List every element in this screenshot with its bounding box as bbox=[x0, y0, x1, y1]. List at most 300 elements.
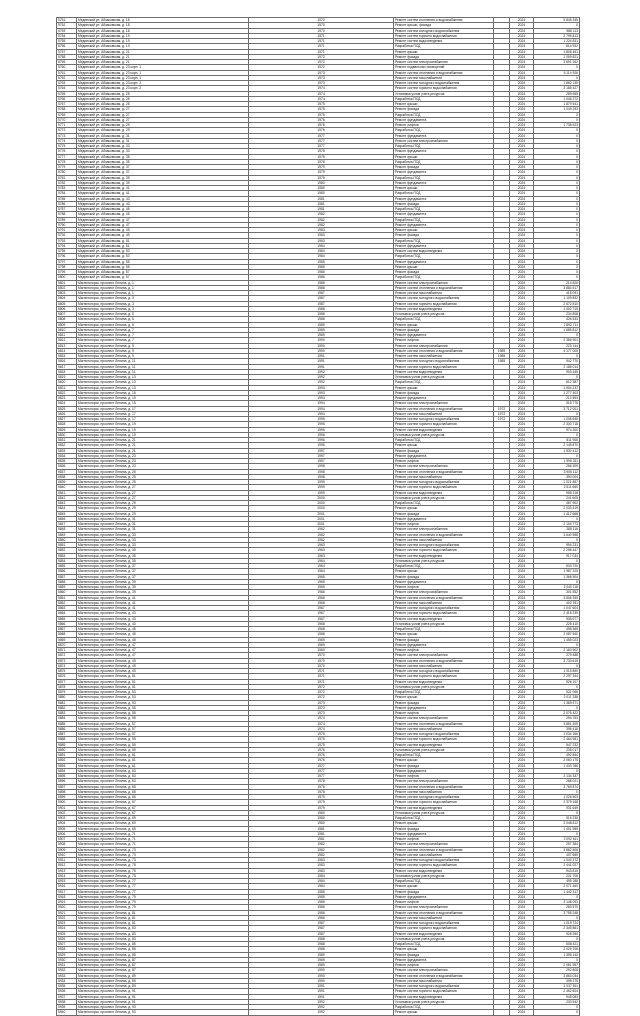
amount-cell: 2 092 611 bbox=[534, 837, 580, 842]
plan-year-cell: 2024 bbox=[510, 936, 534, 941]
row-number-cell: 5776 bbox=[57, 149, 77, 154]
work-type-cell: Ремонт крыши bbox=[394, 186, 494, 191]
row-number-cell: 5777 bbox=[57, 154, 77, 159]
year-cell: 1997 bbox=[249, 453, 394, 458]
amount-cell: 942 770 bbox=[534, 359, 580, 364]
amount-cell: 1 455 023 bbox=[534, 637, 580, 642]
year-cell: 1968 bbox=[249, 632, 394, 637]
plan-year-cell: 2024 bbox=[510, 543, 534, 548]
year-cell: 1982 bbox=[249, 222, 394, 227]
year-cell: 1965 bbox=[249, 585, 394, 590]
row-number-cell: 5929 bbox=[57, 952, 77, 957]
work-type-cell: Разработка ПСД bbox=[394, 1005, 494, 1010]
row-number-cell: 5792 bbox=[57, 233, 77, 238]
year-cell: 1970 bbox=[249, 663, 394, 668]
address-cell: Магнитогорск, проспект Ленина, д. 85 bbox=[77, 952, 249, 957]
address-cell: Магнитогорск, проспект Ленина, д. 83 bbox=[77, 931, 249, 936]
work-type-cell: Ремонт систем холодного водоснабжения bbox=[394, 921, 494, 926]
row-number-cell: 5893 bbox=[57, 763, 77, 768]
row-number-cell: 5796 bbox=[57, 254, 77, 259]
address-cell: Магнитогорск, проспект Ленина, д. 35 bbox=[77, 548, 249, 553]
amount-cell: 0 bbox=[534, 957, 580, 962]
plan-year-cell: 2024 bbox=[510, 716, 534, 721]
address-cell: Мединский ул. Абзаковская, д. 51 bbox=[77, 238, 249, 243]
amount-cell: 2 256 447 bbox=[534, 548, 580, 553]
year-cell: 1974 bbox=[249, 721, 394, 726]
year-cell: 1991 bbox=[249, 984, 394, 989]
address-cell: Магнитогорск, проспект Ленина, д. 15 bbox=[77, 401, 249, 406]
row-number-cell: 5778 bbox=[57, 159, 77, 164]
address-cell: Мединский ул. Абзаковская, д. 53 bbox=[77, 254, 249, 259]
plan-year-cell: 2024 bbox=[510, 590, 534, 595]
address-cell: Мединский ул. Абзаковская, д. 25 bbox=[77, 96, 249, 101]
plan-year-cell: 2024 bbox=[510, 207, 534, 212]
row-number-cell: 5826 bbox=[57, 411, 77, 416]
amount-cell: 426 533 bbox=[534, 317, 580, 322]
plan-year-cell: 2024 bbox=[510, 868, 534, 873]
amount-cell: 0 bbox=[534, 1005, 580, 1010]
address-cell: Мединский ул. Абзаковская, д. 33 bbox=[77, 149, 249, 154]
plan-year-cell: 2024 bbox=[510, 705, 534, 710]
row-number-cell: 5902 bbox=[57, 810, 77, 815]
address-cell: Мединский ул. Абзаковская, д. 49 bbox=[77, 233, 249, 238]
plan-year-cell: 2024 bbox=[510, 65, 534, 70]
plan-year-cell: 2024 bbox=[510, 968, 534, 973]
amount-cell: 0 bbox=[534, 165, 580, 170]
work-type-cell: Ремонт крыши bbox=[394, 102, 494, 107]
year-cell: 1985 bbox=[249, 259, 394, 264]
row-number-cell: 5804 bbox=[57, 296, 77, 301]
row-number-cell: 5808 bbox=[57, 317, 77, 322]
plan-year-cell: 2024 bbox=[510, 133, 534, 138]
amount-cell: 0 bbox=[534, 537, 580, 542]
note-cell: 1985 bbox=[494, 348, 510, 353]
plan-year-cell: 2024 bbox=[510, 28, 534, 33]
address-cell: Магнитогорск, проспект Ленина, д. 49 bbox=[77, 663, 249, 668]
plan-year-cell: 2024 bbox=[510, 852, 534, 857]
amount-cell: 0 bbox=[534, 212, 580, 217]
work-type-cell: Разработка ПСД bbox=[394, 438, 494, 443]
row-number-cell: 5897 bbox=[57, 784, 77, 789]
plan-year-cell: 2024 bbox=[510, 49, 534, 54]
amount-cell: 0 bbox=[534, 154, 580, 159]
year-cell: 1978 bbox=[249, 154, 394, 159]
work-type-cell: Ремонт крыши bbox=[394, 49, 494, 54]
address-cell: Магнитогорск, проспект Ленина, д. 11 bbox=[77, 369, 249, 374]
address-cell: Магнитогорск, проспект Ленина, д. 63 bbox=[77, 768, 249, 773]
work-type-cell: Ремонт фундамента bbox=[394, 117, 494, 122]
plan-year-cell: 2024 bbox=[510, 700, 534, 705]
work-type-cell: Ремонт систем горячего водоснабжения bbox=[394, 301, 494, 306]
row-number-cell: 5794 bbox=[57, 243, 77, 248]
plan-year-cell: 2024 bbox=[510, 39, 534, 44]
row-number-cell: 5830 bbox=[57, 432, 77, 437]
amount-cell: 612 387 bbox=[534, 380, 580, 385]
address-cell: Мединский ул. Абзаковская, д. 18 bbox=[77, 28, 249, 33]
plan-year-cell: 2024 bbox=[510, 816, 534, 821]
plan-year-cell: 2024 bbox=[510, 732, 534, 737]
address-cell: Мединский ул. Абзаковская, д. 21 bbox=[77, 60, 249, 65]
row-number-cell: 5861 bbox=[57, 595, 77, 600]
work-type-cell: Разработка ПСД bbox=[394, 564, 494, 569]
address-cell: Магнитогорск, проспект Ленина, д. 31 bbox=[77, 522, 249, 527]
work-type-cell: Ремонт фасада bbox=[394, 233, 494, 238]
row-number-cell: 5852 bbox=[57, 548, 77, 553]
amount-cell: 2 104 773 bbox=[534, 522, 580, 527]
plan-year-cell: 2024 bbox=[510, 921, 534, 926]
work-type-cell: Ремонт фундамента bbox=[394, 453, 494, 458]
amount-cell: 0 bbox=[534, 170, 580, 175]
year-cell: 1984 bbox=[249, 884, 394, 889]
work-type-cell: Ремонт фундамента bbox=[394, 149, 494, 154]
plan-year-cell: 2024 bbox=[510, 254, 534, 259]
work-type-cell: Ремонт систем горячего водоснабжения bbox=[394, 485, 494, 490]
year-cell: 1975 bbox=[249, 102, 394, 107]
year-cell: 2001 bbox=[249, 511, 394, 516]
amount-cell: 5 845 345 bbox=[534, 18, 580, 23]
work-type-cell: Ремонт систем электроснабжения bbox=[394, 653, 494, 658]
work-type-cell: Разработка ПСД bbox=[394, 96, 494, 101]
amount-cell: 3 691 162 bbox=[534, 60, 580, 65]
plan-year-cell: 2024 bbox=[510, 364, 534, 369]
work-type-cell: Ремонт фундамента bbox=[394, 705, 494, 710]
row-number-cell: 5940 bbox=[57, 1010, 77, 1015]
work-type-cell: Разработка ПСД bbox=[394, 275, 494, 280]
row-number-cell: 5819 bbox=[57, 375, 77, 380]
address-cell: Магнитогорск, проспект Ленина, д. 47 bbox=[77, 653, 249, 658]
plan-year-cell: 2024 bbox=[510, 343, 534, 348]
amount-cell: 0 bbox=[534, 75, 580, 80]
work-type-cell: Разработка ПСД bbox=[394, 175, 494, 180]
year-cell: 1973 bbox=[249, 711, 394, 716]
amount-cell: 1 395 140 bbox=[534, 952, 580, 957]
plan-year-cell: 2024 bbox=[510, 291, 534, 296]
work-type-cell: Установка узлов учета ресурсов bbox=[394, 495, 494, 500]
address-cell: Мединский ул. Абзаковская, д. 45 bbox=[77, 207, 249, 212]
address-cell: Магнитогорск, проспект Ленина, д. 37 bbox=[77, 564, 249, 569]
address-cell: Магнитогорск, проспект Ленина, д. 69 bbox=[77, 816, 249, 821]
year-cell: 1990 bbox=[249, 343, 394, 348]
amount-cell: 0 bbox=[534, 558, 580, 563]
plan-year-cell: 2024 bbox=[510, 753, 534, 758]
address-cell: Мединский ул. Абзаковская, д. 35 bbox=[77, 154, 249, 159]
row-number-cell: 5790 bbox=[57, 222, 77, 227]
plan-year-cell: 2024 bbox=[510, 632, 534, 637]
work-type-cell: Установка узлов учета ресурсов bbox=[394, 936, 494, 941]
address-cell: Магнитогорск, проспект Ленина, д. 29 bbox=[77, 501, 249, 506]
year-cell: 1999 bbox=[249, 485, 394, 490]
row-number-cell: 5885 bbox=[57, 721, 77, 726]
row-number-cell: 5802 bbox=[57, 285, 77, 290]
plan-year-cell: 2024 bbox=[510, 75, 534, 80]
amount-cell: 1 530 412 bbox=[534, 448, 580, 453]
address-cell: Мединский ул. Абзаковская, д. 21 bbox=[77, 49, 249, 54]
plan-year-cell: 2024 bbox=[510, 1005, 534, 1010]
amount-cell: 214 826 bbox=[534, 280, 580, 285]
address-cell: Магнитогорск, проспект Ленина, д. 15 bbox=[77, 390, 249, 395]
work-type-cell: Ремонт фундамента bbox=[394, 894, 494, 899]
year-cell: 1979 bbox=[249, 175, 394, 180]
amount-cell: 2 134 337 bbox=[534, 774, 580, 779]
amount-cell: 487 902 bbox=[534, 501, 580, 506]
year-cell: 1963 bbox=[249, 543, 394, 548]
plan-year-cell: 2024 bbox=[510, 963, 534, 968]
address-cell: Магнитогорск, проспект Ленина, д. 33 bbox=[77, 532, 249, 537]
plan-year-cell: 2024 bbox=[510, 228, 534, 233]
work-type-cell: Разработка ПСД bbox=[394, 317, 494, 322]
row-number-cell: 5829 bbox=[57, 427, 77, 432]
year-cell: 1989 bbox=[249, 952, 394, 957]
note-cell: 1972 bbox=[494, 406, 510, 411]
year-cell: 1982 bbox=[249, 212, 394, 217]
row-number-cell: 5780 bbox=[57, 170, 77, 175]
row-number-cell: 5931 bbox=[57, 963, 77, 968]
amount-cell: 241 605 bbox=[534, 495, 580, 500]
row-number-cell: 5764 bbox=[57, 86, 77, 91]
address-cell: Магнитогорск, проспект Ленина, д. 25 bbox=[77, 469, 249, 474]
address-cell: Магнитогорск, проспект Ленина, д. 61 bbox=[77, 758, 249, 763]
address-cell: Магнитогорск, проспект Ленина, д. 71 bbox=[77, 837, 249, 842]
amount-cell: 0 bbox=[534, 810, 580, 815]
plan-year-cell: 2024 bbox=[510, 390, 534, 395]
year-cell: 1964 bbox=[249, 564, 394, 569]
year-cell: 1969 bbox=[249, 642, 394, 647]
year-cell: 1970 bbox=[249, 23, 394, 28]
amount-cell: 233 942 bbox=[534, 999, 580, 1004]
plan-year-cell: 2024 bbox=[510, 842, 534, 847]
plan-year-cell: 2024 bbox=[510, 196, 534, 201]
work-type-cell: Ремонт систем водоотведения bbox=[394, 553, 494, 558]
row-number-cell: 5850 bbox=[57, 537, 77, 542]
amount-cell: 3 905 112 bbox=[534, 469, 580, 474]
year-cell: 2000 bbox=[249, 506, 394, 511]
year-cell: 1980 bbox=[249, 816, 394, 821]
work-type-cell: Ремонт систем горячего водоснабжения bbox=[394, 548, 494, 553]
row-number-cell: 5866 bbox=[57, 621, 77, 626]
amount-cell: 0 bbox=[534, 768, 580, 773]
work-type-cell: Разработка ПСД bbox=[394, 128, 494, 133]
plan-year-cell: 2024 bbox=[510, 537, 534, 542]
work-type-cell: Ремонт систем водоотведения bbox=[394, 369, 494, 374]
amount-cell: 0 bbox=[534, 207, 580, 212]
plan-year-cell: 2024 bbox=[510, 96, 534, 101]
year-cell: 1983 bbox=[249, 238, 394, 243]
year-cell: 1980 bbox=[249, 186, 394, 191]
amount-cell: 0 bbox=[534, 642, 580, 647]
work-type-cell: Ремонт систем горячего водоснабжения bbox=[394, 989, 494, 994]
work-type-cell: Ремонт крыши, фасада bbox=[394, 23, 494, 28]
amount-cell: 294 753 bbox=[534, 716, 580, 721]
row-number-cell: 5774 bbox=[57, 138, 77, 143]
address-cell: Мединский ул. Абзаковская, д. 31 bbox=[77, 133, 249, 138]
amount-cell: 945 083 bbox=[534, 994, 580, 999]
year-cell: 1981 bbox=[249, 207, 394, 212]
work-type-cell: Разработка ПСД bbox=[394, 816, 494, 821]
address-cell: Магнитогорск, проспект Ленина, д. 67 bbox=[77, 805, 249, 810]
year-cell: 1990 bbox=[249, 348, 394, 353]
plan-year-cell: 2024 bbox=[510, 191, 534, 196]
plan-year-cell: 2024 bbox=[510, 112, 534, 117]
year-cell: 1983 bbox=[249, 868, 394, 873]
document-sheet bbox=[56, 17, 579, 1016]
year-cell: 1974 bbox=[249, 91, 394, 96]
work-type-cell: Ремонт фундамента bbox=[394, 579, 494, 584]
address-cell: Магнитогорск, проспект Ленина, д. 21 bbox=[77, 443, 249, 448]
work-type-cell: Ремонт фундамента bbox=[394, 957, 494, 962]
row-number-cell: 5916 bbox=[57, 884, 77, 889]
year-cell: 1989 bbox=[249, 327, 394, 332]
amount-cell: 3 884 517 bbox=[534, 285, 580, 290]
amount-cell: 0 bbox=[534, 831, 580, 836]
address-cell: Магнитогорск, проспект Ленина, д. 65 bbox=[77, 784, 249, 789]
address-cell: Магнитогорск, проспект Ленина, д. 87 bbox=[77, 968, 249, 973]
amount-cell: 1 987 225 bbox=[534, 569, 580, 574]
work-type-cell: Ремонт систем холодного водоснабжения bbox=[394, 359, 494, 364]
amount-cell: 0 bbox=[534, 159, 580, 164]
amount-cell: 498 365 bbox=[534, 627, 580, 632]
amount-cell: 1 109 832 bbox=[534, 296, 580, 301]
work-type-cell: Ремонт систем горячего водоснабжения bbox=[394, 422, 494, 427]
amount-cell: 3 806 390 bbox=[534, 595, 580, 600]
work-type-cell: Ремонт крыши bbox=[394, 569, 494, 574]
year-cell: 1994 bbox=[249, 401, 394, 406]
work-type-cell: Ремонт крыши bbox=[394, 228, 494, 233]
work-type-cell: Ремонт систем отопления и водоснабжения bbox=[394, 406, 494, 411]
amount-cell: 0 bbox=[534, 65, 580, 70]
amount-cell: 1 401 955 bbox=[534, 826, 580, 831]
year-cell: 1991 bbox=[249, 354, 394, 359]
address-cell: Магнитогорск, проспект Ленина, д. 27 bbox=[77, 490, 249, 495]
amount-cell: 926 107 bbox=[534, 679, 580, 684]
amount-cell: 1 047 604 bbox=[534, 606, 580, 611]
amount-cell: 0 bbox=[534, 186, 580, 191]
work-type-cell: Ремонт фундамента bbox=[394, 259, 494, 264]
plan-year-cell: 2024 bbox=[510, 884, 534, 889]
year-cell: 1999 bbox=[249, 490, 394, 495]
amount-cell: 0 bbox=[534, 705, 580, 710]
year-cell: 1999 bbox=[249, 480, 394, 485]
address-cell: Магнитогорск, проспект Ленина, д. 33 bbox=[77, 543, 249, 548]
row-number-cell: 5800 bbox=[57, 275, 77, 280]
row-number-cell: 5926 bbox=[57, 936, 77, 941]
work-type-cell: Ремонт систем холодного водоснабжения bbox=[394, 795, 494, 800]
work-type-cell: Ремонт систем газоснабжения bbox=[394, 291, 494, 296]
row-number-cell: 5828 bbox=[57, 422, 77, 427]
plan-year-cell: 2024 bbox=[510, 212, 534, 217]
row-number-cell: 5847 bbox=[57, 522, 77, 527]
row-number-cell: 5907 bbox=[57, 837, 77, 842]
row-number-cell: 5797 bbox=[57, 259, 77, 264]
address-cell: Магнитогорск, проспект Ленина, д. 45 bbox=[77, 627, 249, 632]
address-cell: Магнитогорск, проспект Ленина, д. 59 bbox=[77, 742, 249, 747]
address-cell: Магнитогорск, проспект Ленина, д. 93 bbox=[77, 1010, 249, 1015]
plan-year-cell: 2024 bbox=[510, 107, 534, 112]
amount-cell: 1 366 904 bbox=[534, 574, 580, 579]
year-cell: 1984 bbox=[249, 249, 394, 254]
row-number-cell: 5773 bbox=[57, 133, 77, 138]
address-cell: Мединский ул. Абзаковская, д. 21 bbox=[77, 54, 249, 59]
row-number-cell: 5919 bbox=[57, 900, 77, 905]
plan-year-cell: 2024 bbox=[510, 501, 534, 506]
row-number-cell: 5832 bbox=[57, 443, 77, 448]
year-cell: 1996 bbox=[249, 432, 394, 437]
plan-year-cell: 2024 bbox=[510, 627, 534, 632]
year-cell: 1962 bbox=[249, 532, 394, 537]
address-cell: Магнитогорск, проспект Ленина, д. 81 bbox=[77, 910, 249, 915]
work-type-cell: Ремонт систем водоотведения bbox=[394, 306, 494, 311]
work-type-cell: Ремонт систем электроснабжения bbox=[394, 464, 494, 469]
address-cell: Магнитогорск, проспект Ленина, д. 65 bbox=[77, 795, 249, 800]
row-number-cell: 5761 bbox=[57, 70, 77, 75]
row-number-cell: 5887 bbox=[57, 732, 77, 737]
plan-year-cell: 2024 bbox=[510, 154, 534, 159]
row-number-cell: 5899 bbox=[57, 795, 77, 800]
address-cell: Магнитогорск, проспект Ленина, д. 39 bbox=[77, 590, 249, 595]
year-cell: 1978 bbox=[249, 149, 394, 154]
row-number-cell: 5871 bbox=[57, 648, 77, 653]
year-cell: 1983 bbox=[249, 233, 394, 238]
address-cell: Магнитогорск, проспект Ленина, д. 57 bbox=[77, 732, 249, 737]
work-type-cell: Разработка ПСД bbox=[394, 942, 494, 947]
year-cell: 1971 bbox=[249, 33, 394, 38]
year-cell: 1982 bbox=[249, 852, 394, 857]
year-cell: 1983 bbox=[249, 858, 394, 863]
work-type-cell: Ремонт систем водоотведения bbox=[394, 805, 494, 810]
plan-year-cell: 2024 bbox=[510, 186, 534, 191]
row-number-cell: 5760 bbox=[57, 65, 77, 70]
amount-cell: 0 bbox=[534, 915, 580, 920]
amount-cell: 0 bbox=[534, 23, 580, 28]
row-number-cell: 5822 bbox=[57, 390, 77, 395]
address-cell: Магнитогорск, проспект Ленина, д. 79 bbox=[77, 900, 249, 905]
year-cell: 1974 bbox=[249, 726, 394, 731]
work-type-cell: Установка узлов учета ресурсов bbox=[394, 747, 494, 752]
plan-year-cell: 2024 bbox=[510, 957, 534, 962]
address-cell: Мединский ул. Абзаковская, д. 29 bbox=[77, 123, 249, 128]
row-number-cell: 5886 bbox=[57, 726, 77, 731]
amount-cell: 2 418 239 bbox=[534, 611, 580, 616]
amount-cell: 0 bbox=[534, 238, 580, 243]
year-cell: 1963 bbox=[249, 548, 394, 553]
address-cell: Магнитогорск, проспект Ленина, д. 87 bbox=[77, 957, 249, 962]
work-type-cell: Ремонт крыши bbox=[394, 385, 494, 390]
plan-year-cell: 2024 bbox=[510, 611, 534, 616]
address-cell: Магнитогорск, проспект Ленина, д. 23 bbox=[77, 459, 249, 464]
work-type-cell: Установка узлов учета ресурсов bbox=[394, 91, 494, 96]
year-cell: 1962 bbox=[249, 527, 394, 532]
row-number-cell: 5881 bbox=[57, 700, 77, 705]
plan-year-cell: 2024 bbox=[510, 621, 534, 626]
year-cell: 1969 bbox=[249, 637, 394, 642]
work-type-cell: Установка узлов учета ресурсов bbox=[394, 432, 494, 437]
work-type-cell: Установка узлов учета ресурсов bbox=[394, 312, 494, 317]
plan-year-cell: 2024 bbox=[510, 448, 534, 453]
plan-year-cell: 2024 bbox=[510, 81, 534, 86]
row-number-cell: 5791 bbox=[57, 228, 77, 233]
address-cell: Магнитогорск, проспект Ленина, д. 89 bbox=[77, 973, 249, 978]
address-cell: Магнитогорск, проспект Ленина, д. 9 bbox=[77, 348, 249, 353]
row-number-cell: 5938 bbox=[57, 999, 77, 1004]
address-cell: Магнитогорск, проспект Ленина, д. 17 bbox=[77, 417, 249, 422]
plan-year-cell: 2024 bbox=[510, 894, 534, 899]
year-cell: 1964 bbox=[249, 558, 394, 563]
address-cell: Магнитогорск, проспект Ленина, д. 7 bbox=[77, 327, 249, 332]
row-number-cell: 5913 bbox=[57, 868, 77, 873]
work-type-cell: Ремонт фундамента bbox=[394, 768, 494, 773]
amount-cell: 0 bbox=[534, 233, 580, 238]
year-cell: 1971 bbox=[249, 39, 394, 44]
plan-year-cell: 2024 bbox=[510, 805, 534, 810]
